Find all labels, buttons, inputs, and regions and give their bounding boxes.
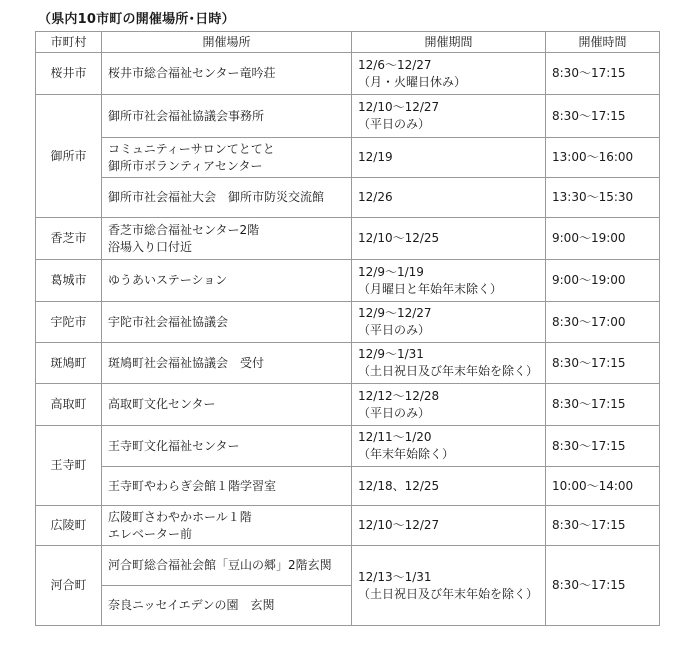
period-cell xyxy=(352,302,546,343)
venue-line: 桜井市総合福祉センター竜吟荘 xyxy=(108,66,276,80)
period-line: 12/18、12/25 xyxy=(358,478,440,493)
period-line: 12/6～12/27 xyxy=(358,57,432,72)
period-line: （平日のみ） xyxy=(358,117,431,131)
venue-line: エレベーター前 xyxy=(108,526,193,541)
table-row xyxy=(36,426,660,467)
table-row xyxy=(36,384,660,426)
hours-cell: 8:30～17:15 xyxy=(546,95,660,138)
period-line: （平日のみ） xyxy=(358,405,431,420)
table-row xyxy=(36,218,660,260)
venue-cell xyxy=(102,546,352,586)
period-line: 12/10～12/27 xyxy=(358,100,440,114)
venue-line: 広陵町さわやかホール１階 xyxy=(108,509,252,524)
venue-line: 河合町総合福祉会館「豆山の郷」2階玄関 xyxy=(108,558,332,572)
table-row xyxy=(36,260,660,302)
municipality-cell: 香芝市 xyxy=(36,218,102,260)
table-row xyxy=(36,53,660,95)
column-header-period: 開催期間 xyxy=(352,32,546,53)
table-row xyxy=(36,178,660,218)
period-line: （月曜日と年始年末除く） xyxy=(358,281,503,296)
table-row xyxy=(36,467,660,506)
municipality-cell: 桜井市 xyxy=(36,53,102,95)
period-line: 12/9～1/19 xyxy=(358,264,424,279)
venue-line: 高取町文化センター xyxy=(108,397,216,411)
venue-line: ゆうあいステーション xyxy=(108,273,228,287)
venue-cell xyxy=(102,586,352,626)
hours-cell: 10:00～14:00 xyxy=(546,467,660,506)
venue-cell xyxy=(102,506,352,546)
hours-cell: 8:30～17:00 xyxy=(546,302,660,343)
venue-cell xyxy=(102,426,352,467)
period-line: 12/10～12/25 xyxy=(358,231,440,245)
period-line: 12/10～12/27 xyxy=(358,518,440,532)
period-cell xyxy=(352,138,546,178)
hours-cell: 8:30～17:15 xyxy=(546,384,660,426)
column-header-municipality: 市町村 xyxy=(36,32,102,53)
venue-line: 王寺町文化福祉センター xyxy=(108,438,240,453)
municipality-cell: 御所市 xyxy=(36,95,102,218)
period-cell xyxy=(352,178,546,218)
table-row xyxy=(36,546,660,586)
venue-cell xyxy=(102,95,352,138)
table-row xyxy=(36,138,660,178)
period-line: 12/19 xyxy=(358,150,393,164)
venue-cell xyxy=(102,138,352,178)
column-header-hours: 開催時間 xyxy=(546,32,660,53)
venue-cell xyxy=(102,178,352,218)
hours-cell: 8:30～17:15 xyxy=(546,53,660,95)
hours-cell: 9:00～19:00 xyxy=(546,218,660,260)
period-line: 12/13～1/31 xyxy=(358,569,432,584)
venue-line: 奈良ニッセイエデンの園 玄関 xyxy=(108,598,275,612)
table-row xyxy=(36,343,660,384)
venue-cell xyxy=(102,467,352,506)
venue-cell xyxy=(102,343,352,384)
municipality-cell: 高取町 xyxy=(36,384,102,426)
hours-cell: 8:30～17:15 xyxy=(546,426,660,467)
period-cell xyxy=(352,467,546,506)
period-cell xyxy=(352,546,546,626)
table-row xyxy=(36,302,660,343)
period-cell xyxy=(352,218,546,260)
hours-cell: 8:30～17:15 xyxy=(546,343,660,384)
venue-line: 浴場入り口付近 xyxy=(108,239,193,254)
venue-cell xyxy=(102,302,352,343)
municipality-cell: 斑鳩町 xyxy=(36,343,102,384)
period-line: 12/12～12/28 xyxy=(358,388,440,403)
column-header-venue: 開催場所 xyxy=(102,32,352,53)
venue-line: 御所市ボランティアセンター xyxy=(108,158,263,173)
period-cell xyxy=(352,53,546,95)
hours-cell: 9:00～19:00 xyxy=(546,260,660,302)
venue-schedule-table xyxy=(35,31,660,626)
hours-cell: 13:30～15:30 xyxy=(546,178,660,218)
period-cell xyxy=(352,260,546,302)
period-line: （土日祝日及び年末年始を除く） xyxy=(358,586,539,601)
venue-line: 斑鳩町社会福祉協議会 受付 xyxy=(108,355,265,370)
period-line: （月・火曜日休み） xyxy=(358,74,467,89)
municipality-cell: 王寺町 xyxy=(36,426,102,506)
period-cell xyxy=(352,384,546,426)
municipality-cell: 広陵町 xyxy=(36,506,102,546)
period-cell xyxy=(352,95,546,138)
period-line: 12/26 xyxy=(358,190,393,204)
venue-line: 御所市社会福祉大会 御所市防災交流館 xyxy=(108,190,325,204)
venue-line: 香芝市総合福祉センター2階 xyxy=(108,222,260,237)
period-line: （年末年始除く） xyxy=(358,447,455,461)
venue-cell xyxy=(102,218,352,260)
header-row xyxy=(36,32,660,53)
document-title: （県内10市町の開催場所･日時） xyxy=(38,12,235,27)
venue-line: 御所市社会福祉協議会事務所 xyxy=(108,108,265,123)
period-line: （平日のみ） xyxy=(358,323,431,337)
hours-cell: 8:30～17:15 xyxy=(546,506,660,546)
period-line: 12/9～1/31 xyxy=(358,347,424,361)
venue-line: コミュニティーサロンてとてと xyxy=(108,141,275,156)
municipality-cell: 宇陀市 xyxy=(36,302,102,343)
table-header xyxy=(36,32,660,53)
venue-cell xyxy=(102,53,352,95)
venue-cell xyxy=(102,260,352,302)
municipality-cell: 葛城市 xyxy=(36,260,102,302)
venue-cell xyxy=(102,384,352,426)
municipality-cell: 河合町 xyxy=(36,546,102,626)
period-cell xyxy=(352,426,546,467)
table-row xyxy=(36,95,660,138)
period-line: 12/11～1/20 xyxy=(358,430,432,444)
period-line: 12/9～12/27 xyxy=(358,306,432,320)
table-row xyxy=(36,506,660,546)
hours-cell: 8:30～17:15 xyxy=(546,546,660,626)
venue-line: 王寺町やわらぎ会館１階学習室 xyxy=(108,478,277,493)
hours-cell: 13:00～16:00 xyxy=(546,138,660,178)
table-body xyxy=(36,53,660,626)
venue-line: 宇陀市社会福祉協議会 xyxy=(108,314,229,329)
period-line: （土日祝日及び年末年始を除く） xyxy=(358,364,539,378)
period-cell xyxy=(352,343,546,384)
period-cell xyxy=(352,506,546,546)
